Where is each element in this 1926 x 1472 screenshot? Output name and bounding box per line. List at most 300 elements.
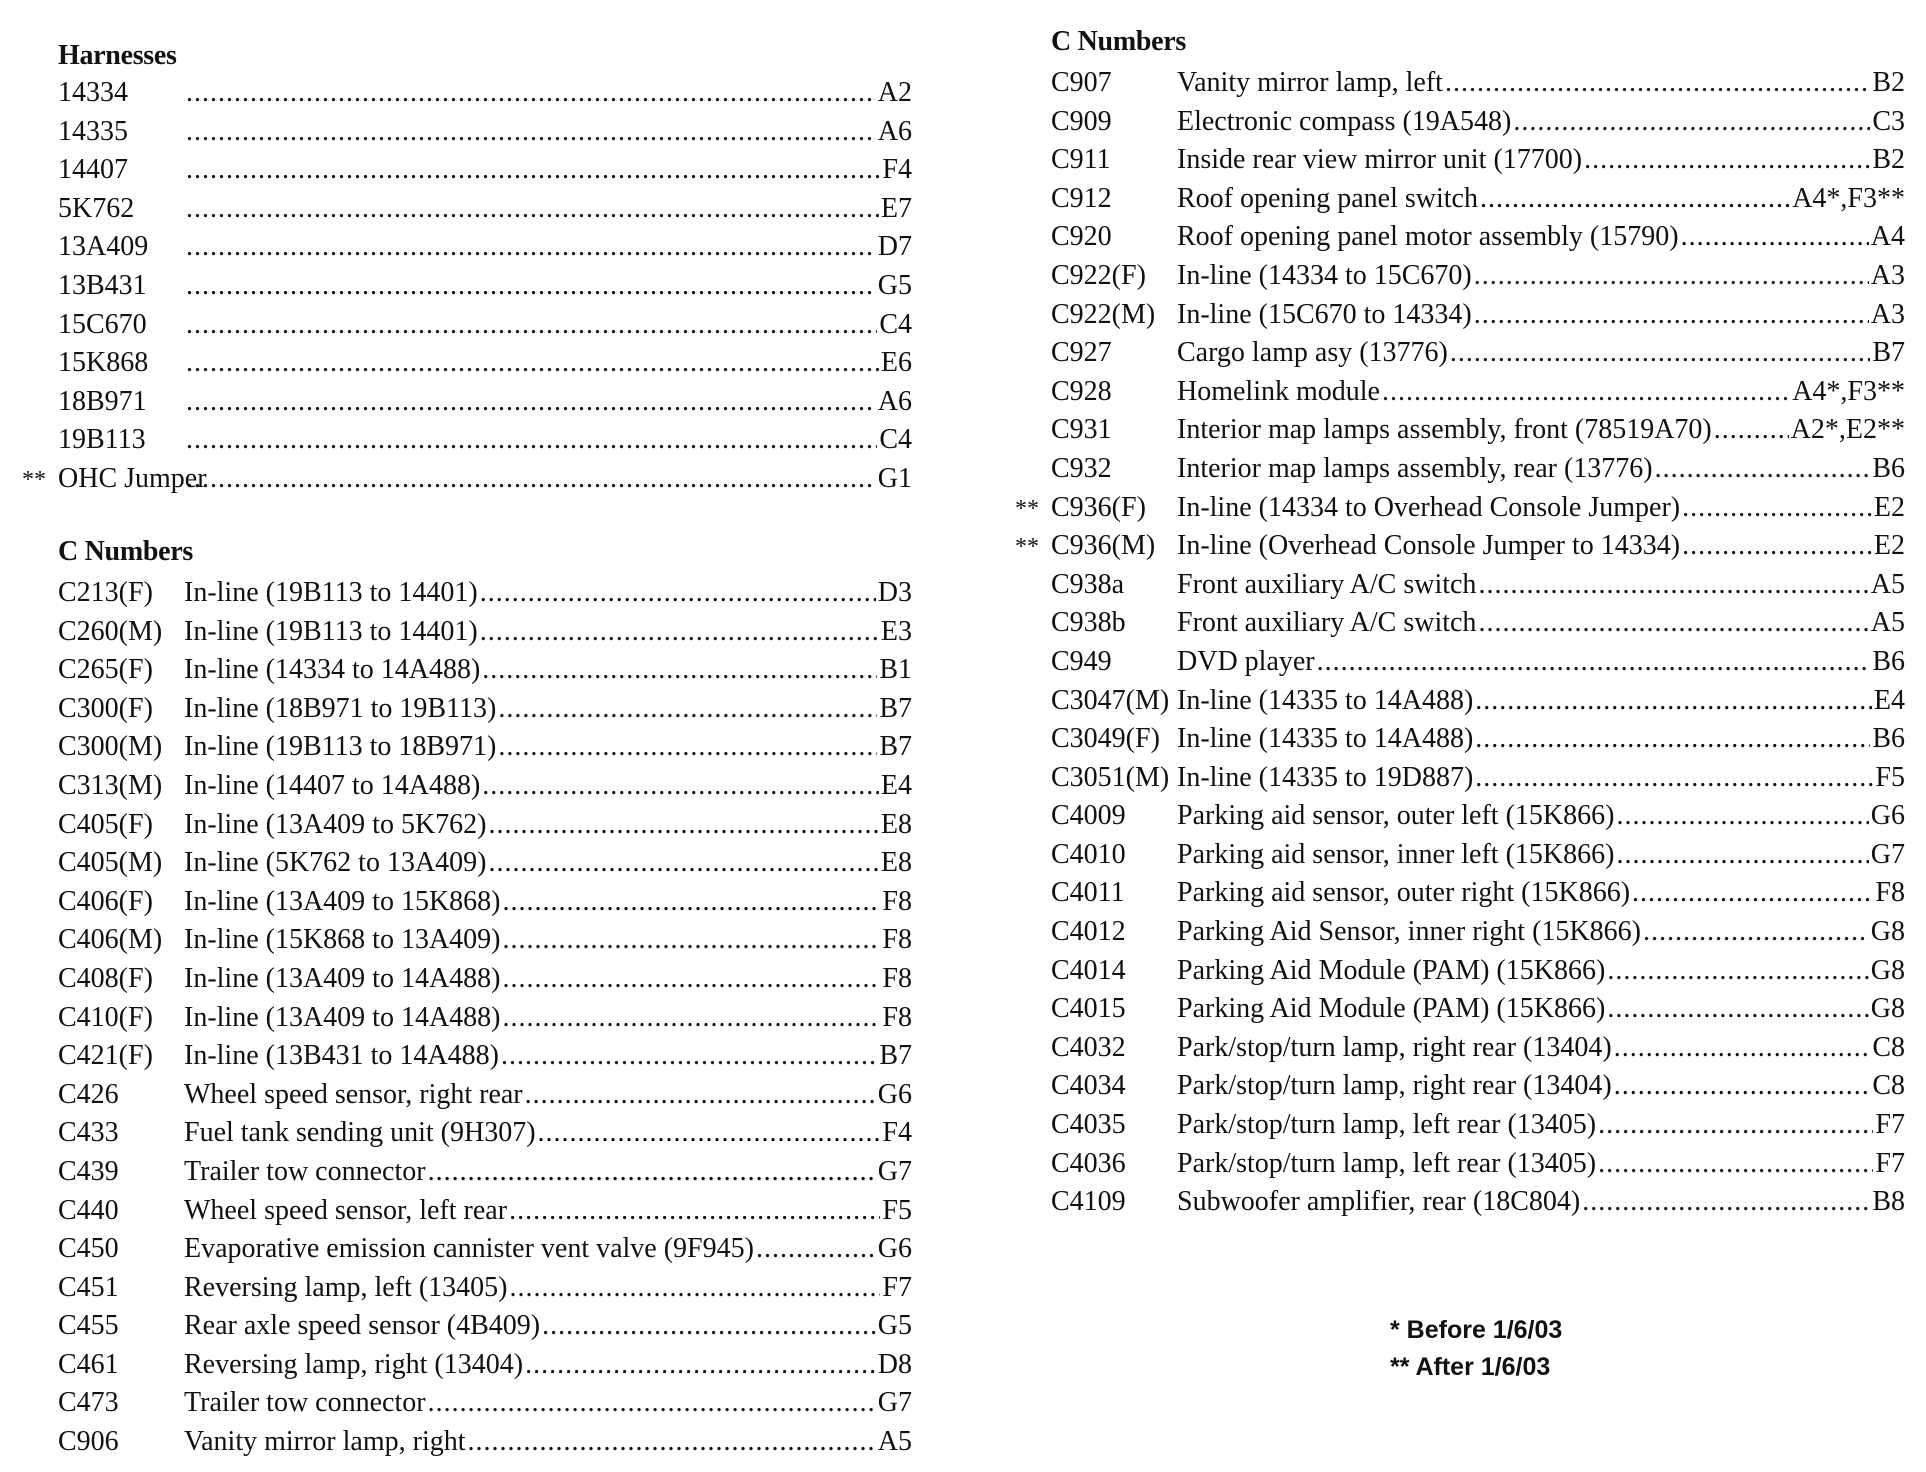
item-description: In-line (13A409 to 5K762) — [184, 808, 487, 840]
item-code: C949 — [1051, 645, 1112, 677]
item-code: C911 — [1051, 144, 1111, 176]
item-code: C433 — [58, 1117, 119, 1149]
footnotes — [1390, 1312, 1562, 1386]
item-grid-reference: E8 — [880, 847, 912, 879]
item-description: Parking Aid Module (PAM) (15K866) — [1177, 954, 1606, 986]
dot-leader — [489, 806, 879, 845]
item-description: Trailer tow connector — [184, 1387, 426, 1419]
list-item — [22, 1230, 912, 1269]
item-grid-reference: B8 — [1872, 1186, 1905, 1218]
dot-leader — [1478, 566, 1868, 605]
item-description: Parking aid sensor, outer right (15K866) — [1177, 877, 1631, 909]
item-grid-reference: B7 — [879, 1040, 912, 1072]
list-item — [22, 1346, 912, 1385]
list-item — [22, 344, 912, 383]
dot-leader — [1475, 682, 1872, 721]
list-item — [22, 421, 912, 460]
list-item — [22, 844, 912, 883]
dot-leader — [1616, 836, 1868, 875]
dot-leader — [186, 383, 876, 422]
list-item — [1015, 1067, 1905, 1106]
item-code: C4009 — [1051, 800, 1126, 832]
item-description: Interior map lamps assembly, rear (13776) — [1177, 452, 1653, 484]
item-grid-reference: F8 — [882, 885, 912, 917]
item-description: In-line (13A409 to 14A488) — [184, 1001, 501, 1033]
item-description: In-line (19B113 to 14401) — [184, 577, 478, 608]
item-code: C450 — [58, 1233, 119, 1265]
list-item — [22, 613, 912, 652]
list-item — [22, 460, 912, 499]
item-grid-reference: E4 — [1873, 684, 1905, 716]
dot-leader — [468, 1423, 876, 1462]
item-grid-reference: E8 — [880, 808, 912, 840]
dot-leader — [1655, 450, 1871, 489]
item-code: C909 — [1051, 105, 1112, 137]
item-code: C4032 — [1051, 1031, 1126, 1063]
item-code: C410(F) — [58, 1001, 153, 1033]
list-item — [22, 190, 912, 229]
dot-leader — [480, 574, 876, 613]
list-item — [1015, 1106, 1905, 1145]
item-code: C920 — [1051, 221, 1112, 253]
dot-leader — [1682, 489, 1872, 528]
dot-leader — [186, 190, 879, 229]
dot-leader — [428, 1153, 876, 1192]
dot-leader — [1382, 373, 1790, 412]
dot-leader — [186, 267, 876, 306]
item-grid-reference: C8 — [1872, 1031, 1905, 1063]
item-description: In-line (14407 to 14A488) — [184, 769, 481, 801]
footnote-before: * Before 1/6/03 — [1390, 1316, 1563, 1344]
dot-leader — [186, 460, 876, 499]
list-item — [1015, 874, 1905, 913]
item-description: Wheel speed sensor, right rear — [184, 1078, 523, 1110]
list-item — [22, 74, 912, 113]
dot-leader — [1582, 1183, 1870, 1222]
item-description: Fuel tank sending unit (9H307) — [184, 1117, 536, 1149]
item-description: Front auxiliary A/C switch — [1177, 607, 1477, 639]
item-description: Roof opening panel motor assembly (15790) — [1177, 221, 1679, 253]
item-code: C3049(F) — [1051, 723, 1160, 755]
item-description: Reversing lamp, right (13404) — [184, 1348, 524, 1380]
item-grid-reference: A2*,E2** — [1790, 414, 1905, 446]
item-code: C922(F) — [1051, 259, 1146, 291]
list-item — [1015, 720, 1905, 759]
item-grid-reference: D3 — [877, 577, 912, 608]
list-item — [22, 1076, 912, 1115]
item-grid-reference: G5 — [877, 269, 912, 301]
dot-leader — [1714, 411, 1789, 450]
item-grid-reference: C3 — [1872, 105, 1905, 137]
right-c-numbers-list — [1015, 64, 1905, 1222]
item-grid-reference: B7 — [1872, 337, 1905, 369]
item-code: C922(M) — [1051, 298, 1156, 330]
item-description: In-line (13A409 to 14A488) — [184, 962, 501, 994]
item-grid-reference: A5 — [1870, 607, 1905, 639]
item-grid-reference: A4 — [1870, 221, 1905, 253]
dot-leader — [186, 151, 880, 190]
dot-leader — [186, 228, 876, 267]
item-grid-reference: A6 — [877, 385, 912, 417]
item-grid-reference: E4 — [880, 769, 912, 801]
item-description: Parking Aid Sensor, inner right (15K866) — [1177, 916, 1641, 948]
item-grid-reference: B2 — [1872, 67, 1905, 98]
item-description: In-line (18B971 to 19B113) — [184, 692, 497, 724]
item-code: C4012 — [1051, 916, 1126, 948]
item-grid-reference: E3 — [880, 615, 912, 647]
item-code: C4010 — [1051, 838, 1126, 870]
item-grid-reference: A2 — [877, 77, 912, 108]
dot-leader — [1632, 874, 1873, 913]
list-item — [1015, 64, 1905, 103]
item-code: C265(F) — [58, 654, 153, 686]
item-description: In-line (15K868 to 13A409) — [184, 924, 501, 956]
item-description: Park/stop/turn lamp, left rear (13405) — [1177, 1109, 1597, 1141]
item-code: 14334 — [58, 77, 128, 108]
list-item — [1015, 296, 1905, 335]
list-item — [22, 383, 912, 422]
list-item — [22, 151, 912, 190]
item-code: C3051(M) — [1051, 761, 1170, 793]
item-grid-reference: E2 — [1873, 491, 1905, 523]
item-description: Rear axle speed sensor (4B409) — [184, 1310, 541, 1342]
item-code: C931 — [1051, 414, 1112, 446]
list-item — [1015, 257, 1905, 296]
dot-leader — [1614, 1029, 1871, 1068]
item-code: C906 — [58, 1426, 119, 1458]
item-description: Wheel speed sensor, left rear — [184, 1194, 508, 1226]
dot-leader — [756, 1230, 876, 1269]
list-item — [1015, 103, 1905, 142]
item-description: Homelink module — [1177, 375, 1380, 407]
dot-leader — [1480, 180, 1790, 219]
item-code: C300(M) — [58, 731, 163, 763]
list-item — [22, 806, 912, 845]
item-code: C4109 — [1051, 1186, 1126, 1218]
list-item — [22, 306, 912, 345]
list-item — [1015, 759, 1905, 798]
dot-leader — [1598, 1145, 1873, 1184]
item-code: C313(M) — [58, 769, 163, 801]
item-code: 18B971 — [58, 385, 147, 417]
item-code: 13B431 — [58, 269, 147, 301]
item-grid-reference: G8 — [1870, 993, 1905, 1025]
item-code: C439 — [58, 1155, 119, 1187]
item-code: C936(F) — [1051, 491, 1146, 523]
item-code: C408(F) — [58, 962, 153, 994]
item-code: C4034 — [1051, 1070, 1126, 1102]
item-description: Vanity mirror lamp, right — [184, 1426, 466, 1458]
dot-leader — [1643, 913, 1869, 952]
item-grid-reference: E6 — [880, 347, 912, 379]
dot-leader — [1607, 990, 1868, 1029]
dot-leader — [498, 728, 877, 767]
item-grid-reference: C4 — [879, 308, 912, 340]
item-description: In-line (14335 to 14A488) — [1177, 684, 1474, 716]
item-code: C451 — [58, 1271, 119, 1303]
list-item — [22, 1114, 912, 1153]
item-code: C4035 — [1051, 1109, 1126, 1141]
dot-leader — [525, 1346, 876, 1385]
item-description: Inside rear view mirror unit (17700) — [1177, 144, 1583, 176]
item-code: C912 — [1051, 182, 1112, 214]
item-description: In-line (5K762 to 13A409) — [184, 847, 487, 879]
list-item — [1015, 218, 1905, 257]
item-code: C300(F) — [58, 692, 153, 724]
dot-leader — [1513, 103, 1870, 142]
list-item — [1015, 450, 1905, 489]
list-item — [1015, 566, 1905, 605]
dot-leader — [1584, 141, 1870, 180]
dot-leader — [186, 113, 876, 152]
list-item — [22, 767, 912, 806]
item-grid-reference: G1 — [877, 462, 912, 494]
item-code: C426 — [58, 1078, 119, 1110]
list-item — [1015, 373, 1905, 412]
list-item — [22, 1269, 912, 1308]
dot-leader — [428, 1384, 876, 1423]
list-item — [22, 690, 912, 729]
list-item — [1015, 1145, 1905, 1184]
item-grid-reference: A4*,F3** — [1792, 375, 1905, 407]
item-description: In-line (13B431 to 14A488) — [184, 1040, 499, 1072]
item-description: Roof opening panel switch — [1177, 182, 1478, 214]
item-code: C406(F) — [58, 885, 153, 917]
item-grid-reference: C8 — [1872, 1070, 1905, 1102]
list-item — [22, 999, 912, 1038]
item-code: 14335 — [58, 115, 128, 147]
item-description: Parking Aid Module (PAM) (15K866) — [1177, 993, 1606, 1025]
item-description: Park/stop/turn lamp, right rear (13404) — [1177, 1070, 1612, 1102]
item-code: C260(M) — [58, 615, 163, 647]
list-item — [1015, 836, 1905, 875]
dot-leader — [509, 1269, 880, 1308]
item-grid-reference: A5 — [1870, 568, 1905, 600]
list-item — [1015, 682, 1905, 721]
harness-list — [22, 74, 912, 499]
item-grid-reference: B7 — [879, 692, 912, 724]
item-mark: ** — [1015, 495, 1039, 522]
dot-leader — [525, 1076, 876, 1115]
right-c-numbers-heading: C Numbers — [1051, 26, 1186, 57]
item-code: 15C670 — [58, 308, 147, 340]
list-item — [22, 228, 912, 267]
list-item — [22, 960, 912, 999]
item-grid-reference: F4 — [882, 1117, 912, 1149]
item-grid-reference: G7 — [877, 1155, 912, 1187]
list-item — [22, 1037, 912, 1076]
left-c-numbers-list — [22, 574, 912, 1462]
item-code: 5K762 — [58, 192, 135, 224]
item-description: In-line (14335 to 19D887) — [1177, 761, 1474, 793]
item-description: Interior map lamps assembly, front (78519A70) — [1177, 414, 1712, 446]
dot-leader — [509, 1192, 880, 1231]
item-code: 15K868 — [58, 347, 149, 379]
item-description: Evaporative emission cannister vent valve (9F945) — [184, 1233, 754, 1265]
item-grid-reference: A3 — [1870, 298, 1905, 330]
item-grid-reference: E2 — [1873, 530, 1905, 562]
list-item — [1015, 604, 1905, 643]
item-mark: ** — [1015, 534, 1039, 561]
list-item — [22, 267, 912, 306]
list-item — [22, 651, 912, 690]
dot-leader — [1616, 797, 1868, 836]
item-grid-reference: F7 — [1875, 1147, 1905, 1179]
dot-leader — [1478, 604, 1868, 643]
item-grid-reference: C4 — [879, 424, 912, 456]
item-code: C421(F) — [58, 1040, 153, 1072]
item-code: C406(M) — [58, 924, 163, 956]
item-grid-reference: G6 — [877, 1078, 912, 1110]
item-description: Trailer tow connector — [184, 1155, 426, 1187]
list-item — [1015, 797, 1905, 836]
item-code: C4014 — [1051, 954, 1126, 986]
item-code: OHC Jumper — [58, 462, 207, 494]
item-grid-reference: F8 — [1875, 877, 1905, 909]
left-c-numbers-heading: C Numbers — [58, 536, 193, 567]
item-grid-reference: A5 — [877, 1426, 912, 1458]
item-description: In-line (14334 to 15C670) — [1177, 259, 1472, 291]
item-grid-reference: B6 — [1872, 452, 1905, 484]
item-grid-reference: G6 — [1870, 800, 1905, 832]
item-code: C927 — [1051, 337, 1112, 369]
dot-leader — [1614, 1067, 1871, 1106]
dot-leader — [1450, 334, 1870, 373]
item-grid-reference: B2 — [1872, 144, 1905, 176]
item-mark: ** — [22, 466, 46, 493]
list-item — [22, 728, 912, 767]
dot-leader — [1474, 257, 1869, 296]
item-description: Cargo lamp asy (13776) — [1177, 337, 1448, 369]
item-description: In-line (13A409 to 15K868) — [184, 885, 501, 917]
item-description: Front auxiliary A/C switch — [1177, 568, 1477, 600]
dot-leader — [503, 999, 881, 1038]
list-item — [1015, 913, 1905, 952]
item-code: C461 — [58, 1348, 119, 1380]
dot-leader — [1598, 1106, 1873, 1145]
list-item — [22, 1423, 912, 1462]
list-item — [1015, 643, 1905, 682]
item-code: 14407 — [58, 154, 128, 186]
item-grid-reference: E7 — [880, 192, 912, 224]
item-description: In-line (14334 to 14A488) — [184, 654, 481, 686]
item-description: In-line (15C670 to 14334) — [1177, 298, 1472, 330]
item-description: Electronic compass (19A548) — [1177, 105, 1512, 137]
list-item — [1015, 411, 1905, 450]
item-code: C938a — [1051, 568, 1125, 600]
list-item — [1015, 990, 1905, 1029]
dot-leader — [498, 690, 877, 729]
dot-leader — [503, 921, 881, 960]
item-grid-reference: D7 — [877, 231, 912, 263]
list-item — [1015, 180, 1905, 219]
item-code: C932 — [1051, 452, 1112, 484]
item-grid-reference: F5 — [882, 1194, 912, 1226]
footnote-after: ** After 1/6/03 — [1390, 1353, 1551, 1381]
item-grid-reference: B1 — [879, 654, 912, 686]
item-grid-reference: F7 — [882, 1271, 912, 1303]
item-grid-reference: G6 — [877, 1233, 912, 1265]
item-code: C4011 — [1051, 877, 1125, 909]
item-description: Park/stop/turn lamp, left rear (13405) — [1177, 1147, 1597, 1179]
item-description: Park/stop/turn lamp, right rear (13404) — [1177, 1031, 1612, 1063]
list-item — [22, 921, 912, 960]
item-description: DVD player — [1177, 645, 1315, 677]
item-description: Parking aid sensor, inner left (15K866) — [1177, 838, 1615, 870]
dot-leader — [186, 344, 879, 383]
item-description: In-line (19B113 to 18B971) — [184, 731, 497, 763]
list-item — [22, 574, 912, 613]
item-description: In-line (14335 to 14A488) — [1177, 723, 1474, 755]
item-grid-reference: F8 — [882, 924, 912, 956]
dot-leader — [186, 306, 877, 345]
item-grid-reference: G7 — [877, 1387, 912, 1419]
item-code: C3047(M) — [1051, 684, 1170, 716]
item-grid-reference: F4 — [882, 154, 912, 186]
item-code: C440 — [58, 1194, 119, 1226]
item-code: 19B113 — [58, 424, 146, 456]
item-code: C938b — [1051, 607, 1126, 639]
item-description: Parking aid sensor, outer left (15K866) — [1177, 800, 1615, 832]
item-code: C4036 — [1051, 1147, 1126, 1179]
item-description: Vanity mirror lamp, left — [1177, 67, 1443, 98]
item-description: Subwoofer amplifier, rear (18C804) — [1177, 1186, 1581, 1218]
list-item — [22, 1307, 912, 1346]
item-code: 13A409 — [58, 231, 149, 263]
item-grid-reference: A3 — [1870, 259, 1905, 291]
dot-leader — [186, 421, 877, 460]
dot-leader — [1607, 952, 1868, 991]
item-code: C4015 — [1051, 993, 1126, 1025]
list-item — [22, 1192, 912, 1231]
dot-leader — [1445, 64, 1870, 103]
item-grid-reference: F7 — [1875, 1109, 1905, 1141]
item-code: C213(F) — [58, 577, 153, 608]
item-code: C907 — [1051, 67, 1112, 98]
list-item — [1015, 334, 1905, 373]
item-grid-reference: F8 — [882, 962, 912, 994]
list-item — [1015, 141, 1905, 180]
item-description: In-line (14334 to Overhead Console Jumper) — [1177, 491, 1681, 523]
item-grid-reference: B6 — [1872, 645, 1905, 677]
dot-leader — [1474, 296, 1869, 335]
list-item — [1015, 1183, 1905, 1222]
dot-leader — [538, 1114, 881, 1153]
item-code: C473 — [58, 1387, 119, 1419]
item-grid-reference: F8 — [882, 1001, 912, 1033]
item-grid-reference: A6 — [877, 115, 912, 147]
harnesses-heading: Harnesses — [58, 40, 177, 71]
list-item — [22, 883, 912, 922]
dot-leader — [489, 844, 879, 883]
list-item — [1015, 527, 1905, 566]
item-grid-reference: G8 — [1870, 916, 1905, 948]
item-code: C405(F) — [58, 808, 153, 840]
list-item — [22, 1153, 912, 1192]
item-code: C405(M) — [58, 847, 163, 879]
item-description: In-line (Overhead Console Jumper to 14334) — [1177, 530, 1681, 562]
dot-leader — [501, 1037, 877, 1076]
dot-leader — [186, 74, 876, 113]
dot-leader — [480, 613, 879, 652]
item-description: In-line (19B113 to 14401) — [184, 615, 478, 647]
dot-leader — [503, 883, 881, 922]
item-grid-reference: G5 — [877, 1310, 912, 1342]
dot-leader — [1681, 218, 1869, 257]
dot-leader — [1682, 527, 1872, 566]
item-grid-reference: B6 — [1872, 723, 1905, 755]
list-item — [1015, 489, 1905, 528]
